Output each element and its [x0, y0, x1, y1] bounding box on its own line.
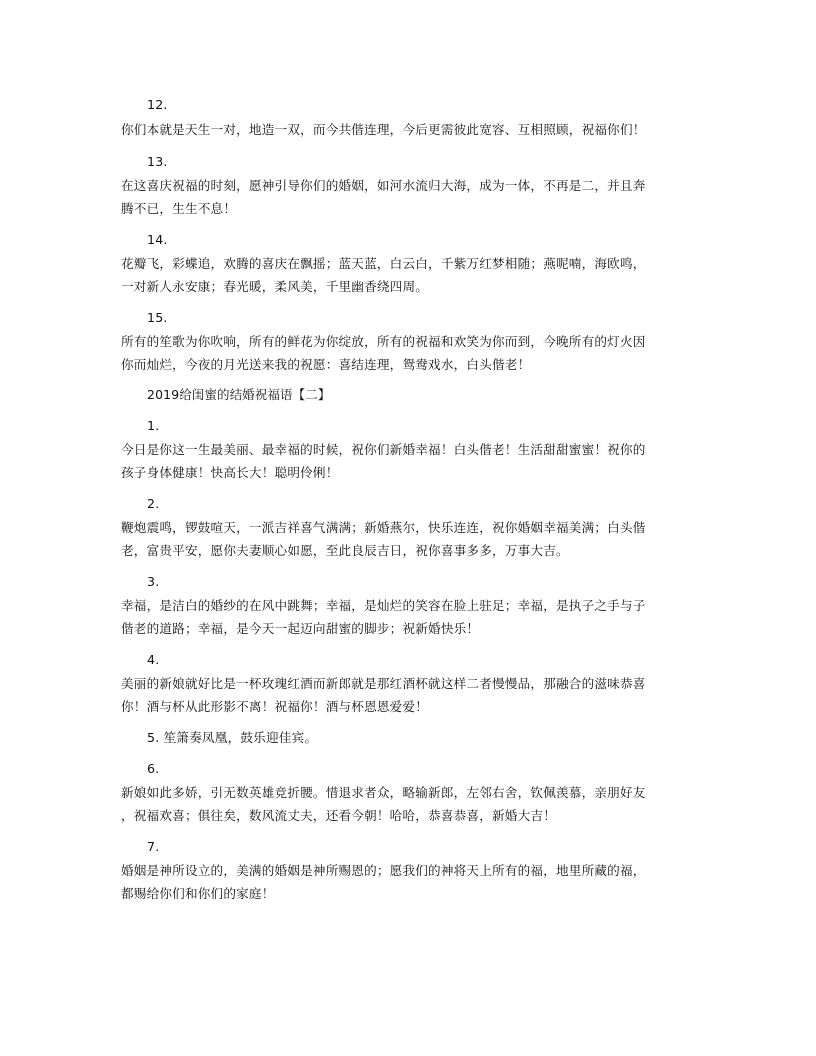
paragraph-line: 所有的笙歌为你吹响，所有的鲜花为你绽放，所有的祝福和欢笑为你而到，今晚所有的灯火因 [121, 334, 646, 349]
paragraph-line: ，祝福欢喜；俱往矣，数风流丈夫，还看今朝！哈哈，恭喜恭喜，新婚大吉！ [121, 808, 556, 823]
paragraph-line: 新娘如此多娇，引无数英雄竞折腰。惜退求者众，略输新郎，左邻右舍，钦佩羡慕，亲朋好友 [121, 785, 646, 800]
paragraph-line: 花瓣飞，彩蝶追，欢腾的喜庆在飘摇；蓝天蓝，白云白，千紫万红梦相随；燕呢喃，海欧鸣， [121, 256, 646, 271]
paragraph-line: 偕老的道路；幸福，是今天一起迈向甜蜜的脚步；祝新婚快乐！ [121, 621, 480, 636]
item-number: 15. [147, 310, 168, 325]
section-title: 2019给闺蜜的结婚祝福语【二】 [147, 387, 331, 402]
paragraph-line: 鞭炮震鸣，锣鼓喧天，一派吉祥喜气满满；新婚燕尔，快乐连连，祝你婚姻幸福美满；白头偕 [121, 520, 646, 535]
item-number: 6. [147, 761, 160, 776]
paragraph-line: 你们本就是天生一对，地造一双，而今共偕连理，今后更需彼此宽容、互相照顾，祝福你们！ [121, 122, 646, 137]
paragraph-line: 婚姻是神所设立的，美满的婚姻是神所赐恩的；愿我们的神将天上所有的福，地里所藏的福， [121, 863, 646, 878]
paragraph-line: 都赐给你们和你们的家庭！ [121, 886, 275, 901]
paragraph-line: 美丽的新娘就好比是一杯玫瑰红酒而新郎就是那红酒杯就这样二者慢慢品，那融合的滋味恭喜 [121, 676, 646, 691]
paragraph-line: 幸福，是洁白的婚纱的在风中跳舞；幸福，是灿烂的笑容在脸上驻足；幸福，是执子之手与子 [121, 598, 646, 613]
item-number: 4. [147, 652, 160, 667]
item-number: 3. [147, 574, 160, 589]
paragraph-line: 你而灿烂，今夜的月光送来我的祝愿：喜结连理，鸳鸯戏水，白头偕老！ [121, 357, 531, 372]
item-number: 12. [147, 97, 168, 112]
item-number: 1. [147, 418, 160, 433]
paragraph-line: 一对新人永安康；春光暖，柔风美，千里幽香绕四周。 [121, 279, 429, 294]
paragraph-line: 在这喜庆祝福的时刻，愿神引导你们的婚姻，如河水流归大海，成为一体，不再是二，并且奔 [121, 178, 646, 193]
item-number: 13. [147, 154, 168, 169]
item-number: 14. [147, 232, 168, 247]
paragraph-line: 今日是你这一生最美丽、最幸福的时候，祝你们新婚幸福！白头偕老！生活甜甜蜜蜜！祝你的 [121, 442, 646, 457]
paragraph-line: 孩子身体健康！快高长大！聪明伶俐！ [121, 465, 339, 480]
item-number: 7. [147, 839, 160, 854]
paragraph-line: 你！酒与杯从此形影不离！祝福你！酒与杯恩恩爱爱！ [121, 699, 429, 714]
paragraph-line: 5. 笙箫奏凤凰，鼓乐迎佳宾。 [147, 730, 318, 745]
paragraph-line: 腾不已，生生不息！ [121, 201, 237, 216]
item-number: 2. [147, 496, 160, 511]
paragraph-line: 老，富贵平安，愿你夫妻顺心如愿，至此良辰吉日，祝你喜事多多，万事大吉。 [121, 543, 569, 558]
